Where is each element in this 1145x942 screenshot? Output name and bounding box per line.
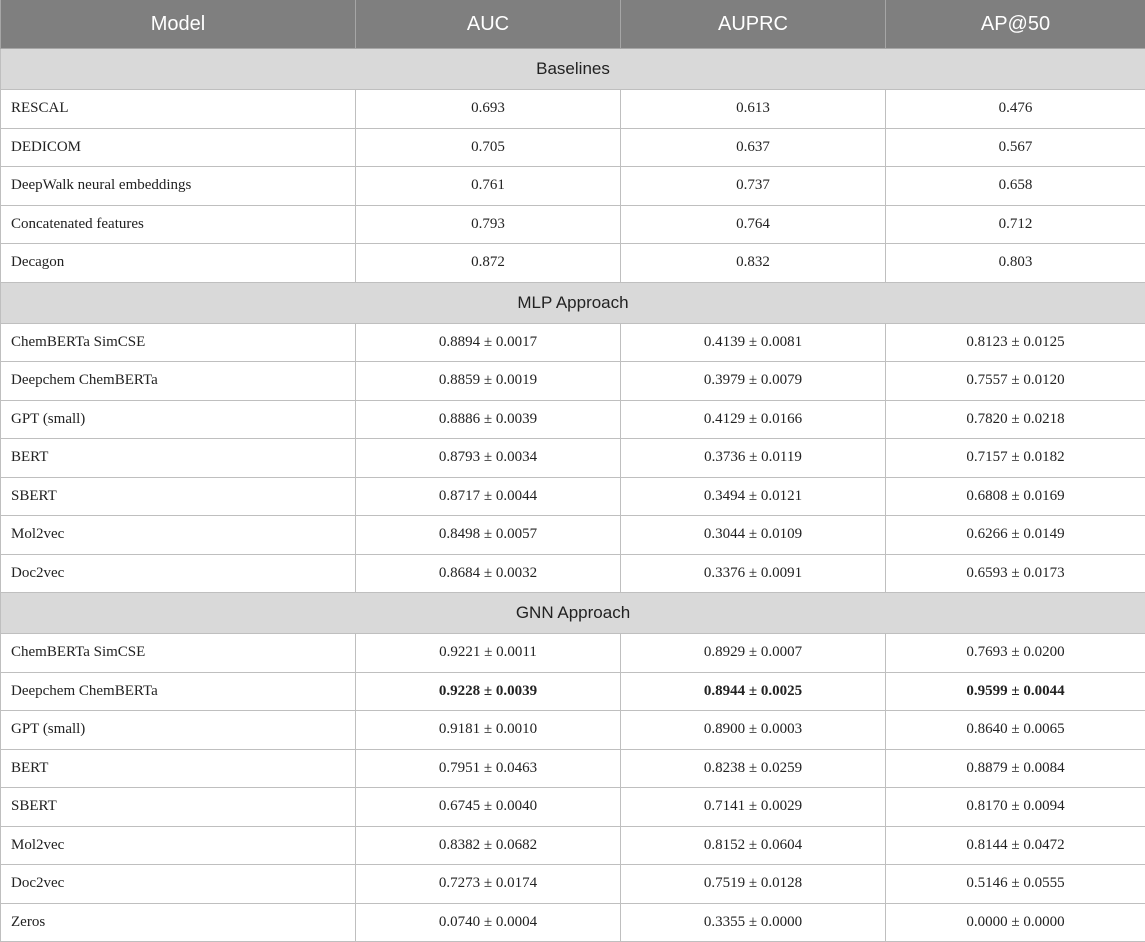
auc-cell: 0.8684 ± 0.0032 (356, 554, 621, 593)
model-cell: Deepchem ChemBERTa (1, 362, 356, 401)
auc-cell: 0.705 (356, 128, 621, 167)
auprc-cell: 0.3376 ± 0.0091 (621, 554, 886, 593)
auprc-cell: 0.7519 ± 0.0128 (621, 865, 886, 904)
model-cell: SBERT (1, 788, 356, 827)
table-row (1, 128, 1145, 167)
model-cell: DEDICOM (1, 128, 356, 167)
ap50-cell: 0.712 (886, 205, 1145, 244)
table-row (1, 362, 1145, 401)
section-title: MLP Approach (1, 282, 1145, 323)
table-row (1, 634, 1145, 673)
section-row (1, 593, 1145, 634)
auprc-cell: 0.764 (621, 205, 886, 244)
model-cell: RESCAL (1, 90, 356, 129)
auprc-cell: 0.8900 ± 0.0003 (621, 711, 886, 750)
auc-cell: 0.8886 ± 0.0039 (356, 400, 621, 439)
header-ap50: AP@50 (886, 0, 1145, 49)
auc-cell: 0.0740 ± 0.0004 (356, 903, 621, 942)
model-cell: ChemBERTa SimCSE (1, 323, 356, 362)
section-row (1, 282, 1145, 323)
ap50-cell: 0.8144 ± 0.0472 (886, 826, 1145, 865)
auprc-cell: 0.7141 ± 0.0029 (621, 788, 886, 827)
header-auprc: AUPRC (621, 0, 886, 49)
table-row (1, 672, 1145, 711)
model-cell: GPT (small) (1, 711, 356, 750)
auprc-cell: 0.4129 ± 0.0166 (621, 400, 886, 439)
model-cell: BERT (1, 439, 356, 478)
table-row (1, 244, 1145, 283)
model-cell: Decagon (1, 244, 356, 283)
model-cell: Deepchem ChemBERTa (1, 672, 356, 711)
auc-cell: 0.8859 ± 0.0019 (356, 362, 621, 401)
ap50-cell: 0.9599 ± 0.0044 (886, 672, 1145, 711)
table-row (1, 90, 1145, 129)
model-cell: ChemBERTa SimCSE (1, 634, 356, 673)
auc-cell: 0.9228 ± 0.0039 (356, 672, 621, 711)
ap50-cell: 0.5146 ± 0.0555 (886, 865, 1145, 904)
model-cell: GPT (small) (1, 400, 356, 439)
ap50-cell: 0.7693 ± 0.0200 (886, 634, 1145, 673)
ap50-cell: 0.803 (886, 244, 1145, 283)
header-model: Model (1, 0, 356, 49)
table-row (1, 826, 1145, 865)
section-row (1, 49, 1145, 90)
auprc-cell: 0.637 (621, 128, 886, 167)
model-cell: SBERT (1, 477, 356, 516)
auprc-cell: 0.3979 ± 0.0079 (621, 362, 886, 401)
table-row (1, 439, 1145, 478)
auc-cell: 0.693 (356, 90, 621, 129)
ap50-cell: 0.8879 ± 0.0084 (886, 749, 1145, 788)
ap50-cell: 0.6266 ± 0.0149 (886, 516, 1145, 555)
model-cell: Zeros (1, 903, 356, 942)
auprc-cell: 0.4139 ± 0.0081 (621, 323, 886, 362)
ap50-cell: 0.476 (886, 90, 1145, 129)
table-row (1, 865, 1145, 904)
auprc-cell: 0.832 (621, 244, 886, 283)
model-cell: Doc2vec (1, 865, 356, 904)
table-row (1, 554, 1145, 593)
auc-cell: 0.761 (356, 167, 621, 206)
ap50-cell: 0.8640 ± 0.0065 (886, 711, 1145, 750)
auc-cell: 0.8382 ± 0.0682 (356, 826, 621, 865)
auprc-cell: 0.737 (621, 167, 886, 206)
ap50-cell: 0.8170 ± 0.0094 (886, 788, 1145, 827)
ap50-cell: 0.7157 ± 0.0182 (886, 439, 1145, 478)
auc-cell: 0.872 (356, 244, 621, 283)
model-cell: DeepWalk neural embeddings (1, 167, 356, 206)
table-row (1, 323, 1145, 362)
table-row (1, 749, 1145, 788)
table-row (1, 205, 1145, 244)
table-row (1, 167, 1145, 206)
auc-cell: 0.7273 ± 0.0174 (356, 865, 621, 904)
ap50-cell: 0.0000 ± 0.0000 (886, 903, 1145, 942)
model-cell: Mol2vec (1, 826, 356, 865)
auprc-cell: 0.8944 ± 0.0025 (621, 672, 886, 711)
ap50-cell: 0.7557 ± 0.0120 (886, 362, 1145, 401)
auprc-cell: 0.8238 ± 0.0259 (621, 749, 886, 788)
auprc-cell: 0.3494 ± 0.0121 (621, 477, 886, 516)
auc-cell: 0.6745 ± 0.0040 (356, 788, 621, 827)
table-row (1, 711, 1145, 750)
auc-cell: 0.793 (356, 205, 621, 244)
ap50-cell: 0.658 (886, 167, 1145, 206)
ap50-cell: 0.6808 ± 0.0169 (886, 477, 1145, 516)
auc-cell: 0.8793 ± 0.0034 (356, 439, 621, 478)
table-row (1, 903, 1145, 942)
table-row (1, 516, 1145, 555)
table-row (1, 477, 1145, 516)
auc-cell: 0.8894 ± 0.0017 (356, 323, 621, 362)
ap50-cell: 0.6593 ± 0.0173 (886, 554, 1145, 593)
header-auc: AUC (356, 0, 621, 49)
table-row (1, 400, 1145, 439)
ap50-cell: 0.8123 ± 0.0125 (886, 323, 1145, 362)
model-cell: Doc2vec (1, 554, 356, 593)
model-cell: BERT (1, 749, 356, 788)
auprc-cell: 0.3355 ± 0.0000 (621, 903, 886, 942)
auprc-cell: 0.3736 ± 0.0119 (621, 439, 886, 478)
auc-cell: 0.8717 ± 0.0044 (356, 477, 621, 516)
header-row (1, 0, 1145, 49)
model-cell: Mol2vec (1, 516, 356, 555)
auprc-cell: 0.3044 ± 0.0109 (621, 516, 886, 555)
ap50-cell: 0.567 (886, 128, 1145, 167)
table-body (1, 49, 1145, 942)
auprc-cell: 0.613 (621, 90, 886, 129)
section-title: Baselines (1, 49, 1145, 90)
auc-cell: 0.7951 ± 0.0463 (356, 749, 621, 788)
table-row (1, 788, 1145, 827)
section-title: GNN Approach (1, 593, 1145, 634)
auc-cell: 0.9181 ± 0.0010 (356, 711, 621, 750)
auc-cell: 0.9221 ± 0.0011 (356, 634, 621, 673)
model-cell: Concatenated features (1, 205, 356, 244)
auprc-cell: 0.8929 ± 0.0007 (621, 634, 886, 673)
ap50-cell: 0.7820 ± 0.0218 (886, 400, 1145, 439)
auc-cell: 0.8498 ± 0.0057 (356, 516, 621, 555)
auprc-cell: 0.8152 ± 0.0604 (621, 826, 886, 865)
